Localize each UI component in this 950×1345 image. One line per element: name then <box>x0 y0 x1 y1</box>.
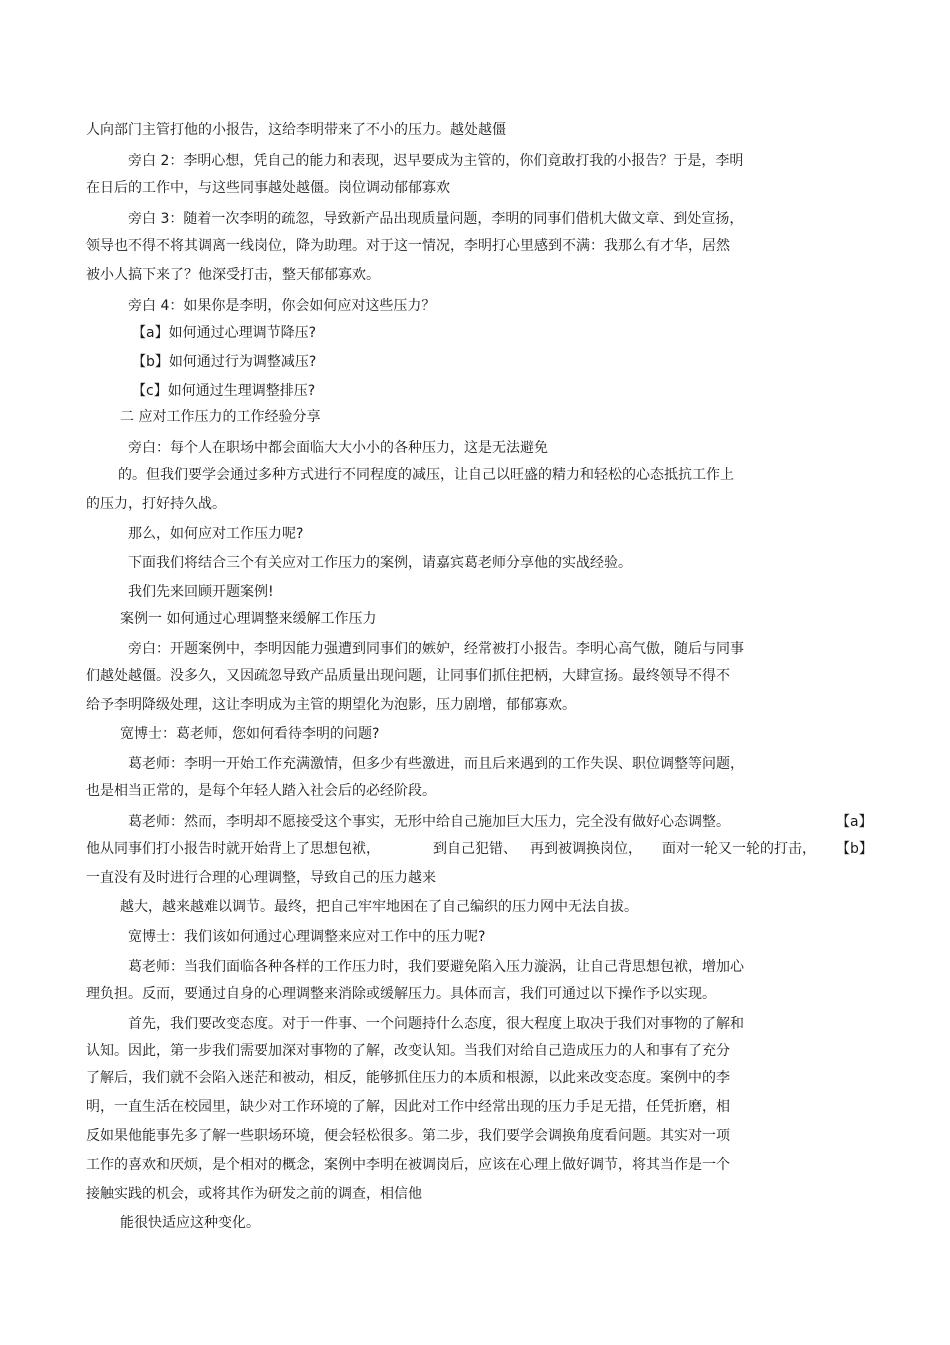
text-line: 工作的喜欢和厌烦，是个相对的概念，案例中李明在被调岗后，应该在心理上做好调节，将其当作是一个 <box>86 1157 730 1173</box>
text-line: 到自己犯错、 <box>433 841 517 857</box>
text-line: 一直没有及时进行合理的心理调整，导致自己的压力越来 <box>86 870 436 886</box>
text-line: 面对一轮又一轮的打击， <box>662 841 816 857</box>
text-line: 旁白 3：随着一次李明的疏忽，导致新产品出现质量问题，李明的同事们借机大做文章、到处宣扬， <box>128 211 744 227</box>
text-line: 【a】如何通过心理调节降压? <box>132 325 317 341</box>
margin-marker-b: 【b】 <box>836 841 873 857</box>
text-line: 的压力，打好持久战。 <box>86 496 226 512</box>
text-line: 明，一直生活在校园里，缺少对工作环境的了解，因此对工作中经常出现的压力手足无措，任凭折磨，相 <box>86 1099 730 1115</box>
text-line: 能很快适应这种变化。 <box>120 1215 260 1231</box>
section-heading: 二 应对工作压力的工作经验分享 <box>120 409 321 425</box>
text-line: 旁白：每个人在职场中都会面临大大小小的各种压力，这是无法避免 <box>128 440 548 456</box>
text-line: 再到被调换岗位， <box>530 841 642 857</box>
text-line: 下面我们将结合三个有关应对工作压力的案例，请嘉宾葛老师分享他的实战经验。 <box>128 555 632 571</box>
text-line: 了解后，我们就不会陷入迷茫和被动，相反，能够抓住压力的本质和根源，以此来改变态度。案例中的李 <box>86 1070 730 1086</box>
text-line: 葛老师：李明一开始工作充满激情，但多少有些激进，而且后来遇到的工作失误、职位调整等问题， <box>128 756 744 772</box>
text-line: 领导也不得不将其调离一线岗位，降为助理。对于这一情况，李明打心里感到不满：我那么有才华，居然 <box>86 238 730 254</box>
text-line: 旁白：开题案例中，李明因能力强遭到同事们的嫉妒，经常被打小报告。李明心高气傲，随后与同事 <box>128 641 744 657</box>
text-line: 给予李明降级处理，这让李明成为主管的期望化为泡影，压力剧增，郁郁寡欢。 <box>86 697 576 713</box>
text-line: 宽博士：葛老师，您如何看待李明的问题? <box>120 726 380 742</box>
text-line: 们越处越僵。没多久，又因疏忽导致产品质量出现问题，让同事们抓住把柄，大肆宣扬。最终领导不得不 <box>86 668 730 684</box>
text-line: 也是相当正常的，是每个年轻人踏入社会后的必经阶段。 <box>86 783 436 799</box>
text-line: 那么，如何应对工作压力呢? <box>128 526 304 542</box>
text-line: 葛老师：然而，李明却不愿接受这个事实，无形中给自己施加巨大压力，完全没有做好心态调整。 <box>128 814 730 830</box>
text-line: 的。但我们要学会通过多种方式进行不同程度的减压，让自己以旺盛的精力和轻松的心态抵抗工作上 <box>118 467 734 483</box>
text-line: 【b】如何通过行为调整减压? <box>132 354 317 370</box>
text-line: 被小人搞下来了？他深受打击，整天郁郁寡欢。 <box>86 267 380 283</box>
case-heading: 案例一 如何通过心理调整来缓解工作压力 <box>120 611 377 627</box>
text-line: 他从同事们打小报告时就开始背上了思想包袱， <box>86 841 380 857</box>
text-line: 宽博士：我们该如何通过心理调整来应对工作中的压力呢? <box>128 929 486 945</box>
text-line: 旁白 2：李明心想，凭自己的能力和表现，迟早要成为主管的，你们竟敢打我的小报告？于是，李明 <box>128 153 744 169</box>
text-line: 接触实践的机会，或将其作为研发之前的调查，相信他 <box>86 1186 422 1202</box>
text-line: 理负担。反而，要通过自身的心理调整来消除或缓解压力。具体而言，我们可通过以下操作予以实现。 <box>86 986 716 1002</box>
text-line: 首先，我们要改变态度。对于一件事、一个问题持什么态度，很大程度上取决于我们对事物的了解和 <box>128 1016 744 1032</box>
text-line: 越大，越来越难以调节。最终，把自己牢牢地困在了自己编织的压力网中无法自拔。 <box>120 899 638 915</box>
text-line: 【c】如何通过生理调整排压? <box>132 383 316 399</box>
text-line: 反如果他能事先多了解一些职场环境，便会轻松很多。第二步，我们要学会调换角度看问题。其实对一项 <box>86 1128 730 1144</box>
text-line: 人向部门主管打他的小报告，这给李明带来了不小的压力。越处越僵 <box>86 122 506 138</box>
text-line: 认知。因此，第一步我们需要加深对事物的了解，改变认知。当我们对给自己造成压力的人和事有了充分 <box>86 1043 730 1059</box>
text-line: 我们先来回顾开题案例! <box>128 584 274 600</box>
margin-marker-a: 【a】 <box>836 814 873 830</box>
text-line: 在日后的工作中，与这些同事越处越僵。岗位调动郁郁寡欢 <box>86 180 450 196</box>
text-line: 葛老师：当我们面临各种各样的工作压力时，我们要避免陷入压力漩涡，让自己背思想包袱，增加心 <box>128 959 744 975</box>
text-line: 旁白 4：如果你是李明，你会如何应对这些压力？ <box>128 298 436 314</box>
